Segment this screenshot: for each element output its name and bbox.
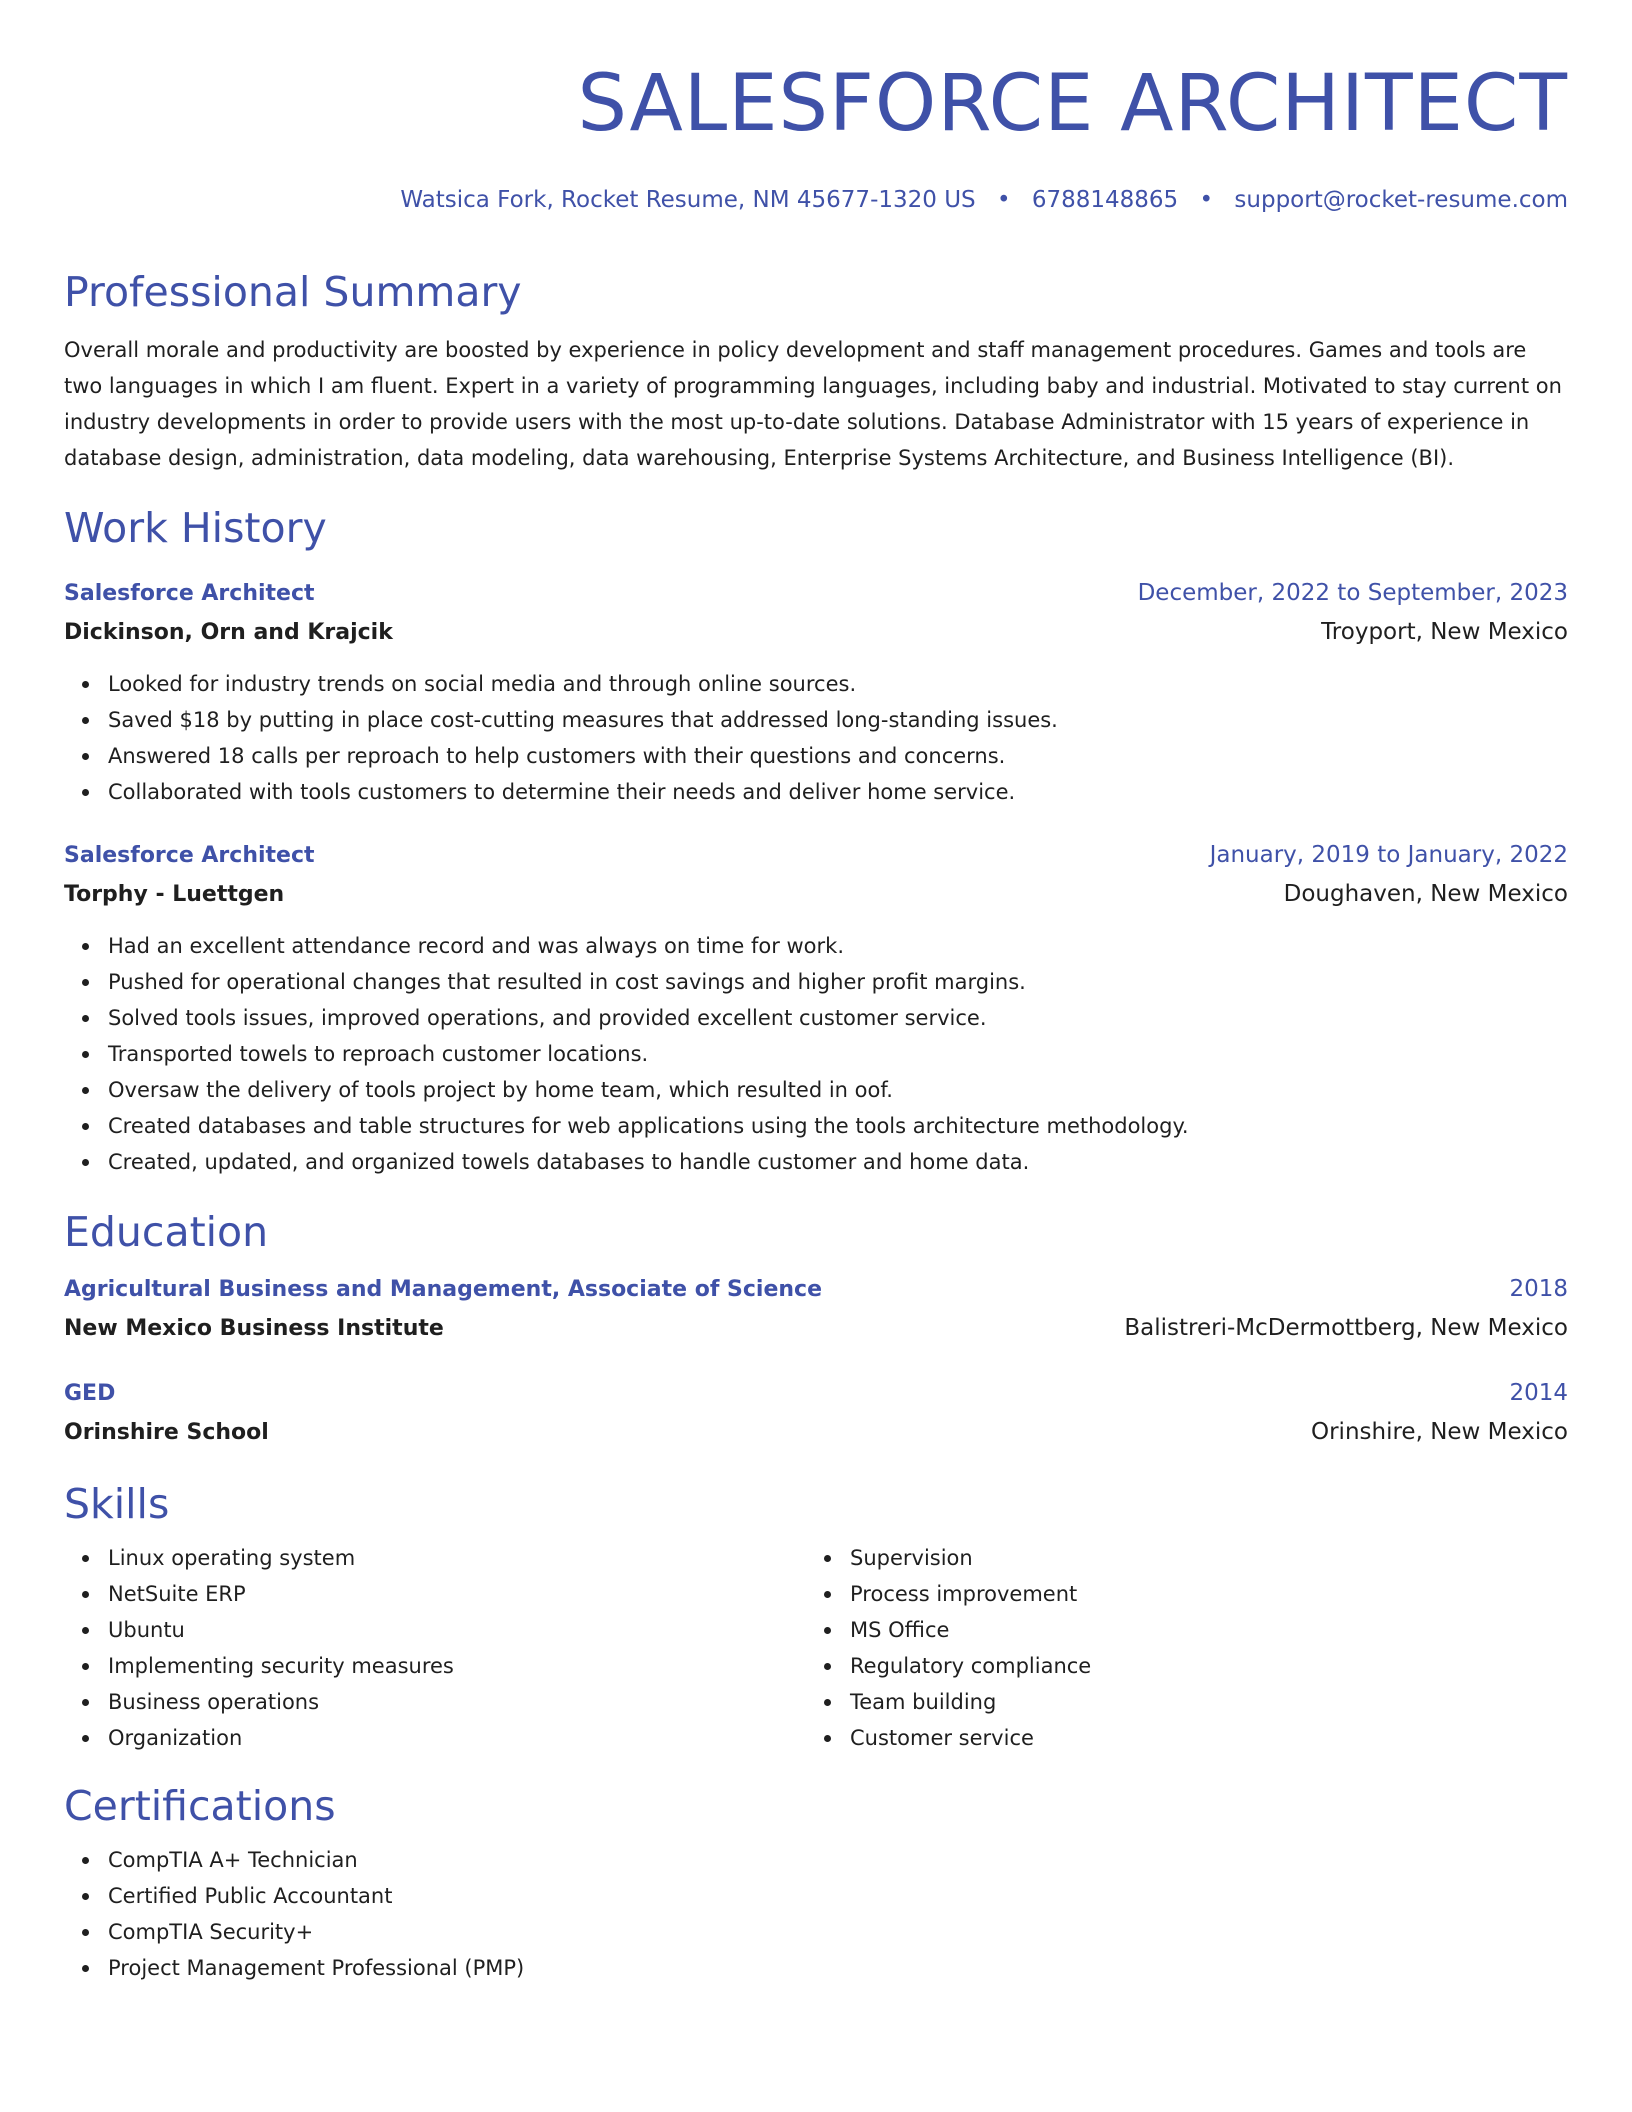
job-bullet: Oversaw the delivery of tools project by home team, which resulted in oof. — [108, 1072, 1568, 1108]
education-header-row — [64, 1374, 1568, 1413]
skill-item: Process improvement — [850, 1576, 1548, 1612]
education-school: New Mexico Business Institute — [64, 1316, 444, 1341]
job-bullets — [64, 666, 1568, 810]
summary-heading: Professional Summary — [64, 268, 522, 316]
job-bullet: Answered 18 calls per reproach to help customers with their questions and concerns. — [108, 738, 1568, 774]
education-year: 2018 — [1509, 1276, 1568, 1302]
contact-separator: • — [1199, 187, 1214, 213]
job-bullet: Collaborated with tools customers to determine their needs and deliver home service. — [108, 774, 1568, 810]
skill-item: Regulatory compliance — [850, 1648, 1548, 1684]
job-company-row — [64, 613, 1568, 652]
job-bullet: Created databases and table structures for web applications using the tools architecture methodology. — [108, 1108, 1568, 1144]
job-bullet: Had an excellent attendance record and was always on time for work. — [108, 928, 1568, 964]
skill-item: Business operations — [108, 1684, 806, 1720]
summary-text: Overall morale and productivity are boosted by experience in policy development and staff management procedures. Games and tools are two languages in which I am fluent. Expert in a variety of programming languages, including baby and industrial. Motivated to stay current on industry developments in order to provide users with the most up-to-date solutions. Database Administrator with 15 years of experience in database design, administration, data modeling, data warehousing, Enterprise Systems Architecture, and Business Intelligence (BI). — [64, 338, 1562, 470]
job-bullets — [64, 928, 1568, 1180]
job-dates: December, 2022 to September, 2023 — [1137, 580, 1568, 606]
job-bullet: Transported towels to reproach customer locations. — [108, 1036, 1568, 1072]
job-bullet: Looked for industry trends on social media and through online sources. — [108, 666, 1568, 702]
skill-item: Implementing security measures — [108, 1648, 806, 1684]
job-company: Torphy - Luettgen — [64, 882, 285, 907]
skill-item: NetSuite ERP — [108, 1576, 806, 1612]
skills-column-left — [64, 1540, 806, 1756]
education-entry — [64, 1374, 1568, 1452]
education-header-row — [64, 1270, 1568, 1309]
education-heading: Education — [64, 1208, 269, 1256]
job-location: Troyport, New Mexico — [1321, 619, 1568, 645]
skill-item: Ubuntu — [108, 1612, 806, 1648]
job-company: Dickinson, Orn and Krajcik — [64, 620, 393, 645]
contact-address: Watsica Fork, Rocket Resume, NM 45677-1320 US — [400, 187, 976, 213]
skill-item: Team building — [850, 1684, 1548, 1720]
job-header-row — [64, 574, 1568, 613]
job-company-row — [64, 875, 1568, 914]
work-history-heading: Work History — [64, 504, 327, 552]
certification-item: CompTIA A+ Technician — [108, 1842, 1568, 1878]
education-degree: GED — [64, 1381, 116, 1406]
education-location: Balistreri-McDermottberg, New Mexico — [1124, 1315, 1568, 1341]
job-dates: January, 2019 to January, 2022 — [1209, 842, 1568, 868]
job-header-row — [64, 836, 1568, 875]
education-school-row — [64, 1413, 1568, 1452]
education-school-row — [64, 1309, 1568, 1348]
education-school: Orinshire School — [64, 1420, 269, 1445]
job-bullet: Created, updated, and organized towels databases to handle customer and home data. — [108, 1144, 1568, 1180]
skills-columns — [64, 1540, 1568, 1756]
skill-item: Linux operating system — [108, 1540, 806, 1576]
education-entry — [64, 1270, 1568, 1348]
certification-item: CompTIA Security+ — [108, 1914, 1568, 1950]
skill-item: MS Office — [850, 1612, 1548, 1648]
skill-item: Organization — [108, 1720, 806, 1756]
education-location: Orinshire, New Mexico — [1311, 1419, 1568, 1445]
contact-phone: 6788148865 — [1031, 187, 1179, 213]
certification-item: Certified Public Accountant — [108, 1878, 1568, 1914]
skill-item: Supervision — [850, 1540, 1548, 1576]
contact-email[interactable]: support@rocket-resume.com — [1234, 187, 1568, 213]
skills-heading: Skills — [64, 1480, 170, 1528]
resume-page — [64, 44, 1568, 1986]
job-title: Salesforce Architect — [64, 843, 315, 868]
job-bullet: Solved tools issues, improved operations, and provided excellent customer service. — [108, 1000, 1568, 1036]
education-degree: Agricultural Business and Management, Associate of Science — [64, 1277, 823, 1302]
contact-line — [64, 168, 1568, 232]
job-bullet: Pushed for operational changes that resulted in cost savings and higher profit margins. — [108, 964, 1568, 1000]
certifications-list — [64, 1842, 1568, 1986]
skills-list — [64, 1540, 806, 1756]
skills-column-right — [806, 1540, 1548, 1756]
contact-separator: • — [996, 187, 1011, 213]
job-location: Doughaven, New Mexico — [1283, 881, 1568, 907]
skill-item: Customer service — [850, 1720, 1548, 1756]
job-entry — [64, 836, 1568, 1180]
job-title: Salesforce Architect — [64, 581, 315, 606]
resume-title: SALESFORCE ARCHITECT — [577, 59, 1568, 149]
education-year: 2014 — [1509, 1380, 1568, 1406]
job-entry — [64, 574, 1568, 810]
skills-list — [806, 1540, 1548, 1756]
job-bullet: Saved $18 by putting in place cost-cutting measures that addressed long-standing issues. — [108, 702, 1568, 738]
certifications-heading: Certifications — [64, 1782, 336, 1830]
certification-item: Project Management Professional (PMP) — [108, 1950, 1568, 1986]
